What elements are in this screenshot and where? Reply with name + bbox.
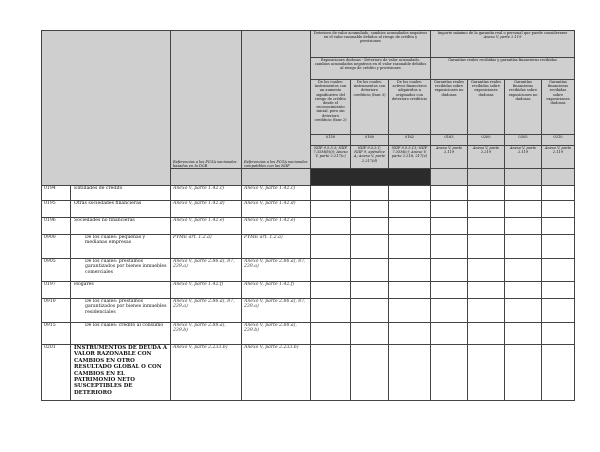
- data-cell: [351, 186, 389, 201]
- row-label: De los cuales: préstamos garantizados por bienes inmuebles comerciales: [71, 259, 171, 282]
- data-cell: [389, 282, 431, 299]
- data-cell: [311, 299, 351, 323]
- data-cell: [311, 235, 351, 259]
- data-cell: [468, 201, 505, 218]
- column-description: De los cuales: activos financieros adquiridos u originados con deterioro crediticio: [389, 80, 431, 135]
- data-cell: [311, 218, 351, 235]
- blank-cell: [542, 169, 575, 186]
- data-cell: [505, 235, 542, 259]
- table-row: [42, 218, 575, 235]
- row-ref-ifrs: Anexo V, parte 1.42.d): [242, 201, 311, 218]
- row-label: Otras sociedades financieras: [71, 201, 171, 218]
- row-code: 0910: [42, 299, 71, 323]
- table-row: [42, 201, 575, 218]
- data-cell: [351, 218, 389, 235]
- column-code: 0163: [431, 135, 468, 146]
- row-ref-ifrs: Anexo V, parte 2.233.b): [242, 345, 311, 401]
- column-code: 0200: [468, 135, 505, 146]
- row-ref-ifrs: Anexo V, parte 1.42.e): [242, 218, 311, 235]
- row-ref-fin: Anexo V, parte 2.86.a), 87, 239.a): [171, 259, 242, 282]
- data-cell: [431, 299, 468, 323]
- header-impairment: Deterioro de valor acumulado, cambios acumulados negativos en el valor razonable debidos al riesgo de crédito y provisiones: [311, 31, 431, 58]
- data-cell: [542, 235, 575, 259]
- data-cell: [351, 235, 389, 259]
- table-row: [42, 282, 575, 299]
- row-code: 0195: [42, 201, 71, 218]
- data-cell: [542, 186, 575, 201]
- regulatory-table: [41, 30, 575, 401]
- row-label: Sociedades no financieras: [71, 218, 171, 235]
- data-cell: [389, 218, 431, 235]
- data-cell: [505, 345, 542, 401]
- data-cell: [505, 282, 542, 299]
- column-reference: Anexo V, parte 2.119: [505, 146, 542, 169]
- row-code: 0197: [42, 282, 71, 299]
- data-cell: [431, 259, 468, 282]
- header-guarantee: [431, 31, 575, 58]
- data-cell: [542, 201, 575, 218]
- row-label: De los cuales: crédito al consumo: [71, 323, 171, 345]
- data-cell: [431, 345, 468, 401]
- data-cell: [389, 345, 431, 401]
- data-cell: [351, 345, 389, 401]
- data-cell: [351, 282, 389, 299]
- data-cell: [351, 323, 389, 345]
- column-description: Garantías financieras recibidas sobre exposiciones no dudosas: [505, 80, 542, 135]
- row-code: 0900: [42, 235, 71, 259]
- row-label: INSTRUMENTOS DE DEUDA A VALOR RAZONABLE CON CAMBIOS EN OTRO RESULTADO GLOBAL O CON CAMBIOS EN EL PATRIMONIO NETO SUSCEPTIBLES DE DETERIORO: [71, 345, 171, 401]
- row-ref-fin: PYME art. 1.2.a): [171, 235, 242, 259]
- column-reference: NIIF 9.5.5.13; NIIF 7.35M(c); Anexo V, parte 2.218, 217(e): [389, 146, 431, 169]
- data-cell: [505, 201, 542, 218]
- row-ref-ifrs: Anexo V, parte 2.88.a), 239.b): [242, 323, 311, 345]
- header-ref-fin: Referencias a los PCGA nacionales basados en la DCB: [171, 31, 242, 169]
- data-cell: [542, 282, 575, 299]
- data-cell: [351, 201, 389, 218]
- column-description: Garantías reales recibidas sobre exposiciones dudosas: [468, 80, 505, 135]
- row-ref-ifrs: Anexo V, parte 2.86.a), 87, 239.a): [242, 299, 311, 323]
- row-code: 0194: [42, 186, 71, 201]
- header-corner: [42, 31, 171, 186]
- column-description: De los cuales: instrumentos con un aumento significativo del riesgo de crédito desde el reconocimiento inicial, pero sin deterioro crediticio (fase 2): [311, 80, 351, 135]
- data-cell: [431, 218, 468, 235]
- column-reference: Anexo V, parte 2.219: [468, 146, 505, 169]
- data-cell: [468, 218, 505, 235]
- shaded-cells: [311, 169, 431, 186]
- data-cell: [468, 345, 505, 401]
- row-code: 0201: [42, 345, 71, 401]
- row-ref-ifrs: Anexo V, parte 1.42.f): [242, 282, 311, 299]
- row-ref-ifrs: Anexo V, parte 2.86.a), 87, 239.a): [242, 259, 311, 282]
- header-guarantee-ref: Anexo V, parte 2.119: [483, 35, 522, 40]
- data-cell: [542, 323, 575, 345]
- data-cell: [311, 345, 351, 401]
- data-cell: [468, 235, 505, 259]
- data-cell: [389, 186, 431, 201]
- table-row: [42, 299, 575, 323]
- blank-cell: [171, 169, 242, 186]
- column-code: 0205: [505, 135, 542, 146]
- data-cell: [311, 201, 351, 218]
- data-cell: [542, 259, 575, 282]
- table-row: [42, 323, 575, 345]
- column-code: 0162: [389, 135, 431, 146]
- row-ref-ifrs: Anexo V, parte 1.42.c): [242, 186, 311, 201]
- row-label: Entidades de crédito: [71, 186, 171, 201]
- row-ref-fin: Anexo V, parte 2.233.b): [171, 345, 242, 401]
- blank-cell: [468, 169, 505, 186]
- row-ref-ifrs: PYME art. 1.2.a): [242, 235, 311, 259]
- column-code: 0160: [351, 135, 389, 146]
- row-code: 0915: [42, 323, 71, 345]
- data-cell: [311, 259, 351, 282]
- data-cell: [505, 323, 542, 345]
- data-cell: [389, 235, 431, 259]
- table-row: [42, 345, 575, 401]
- data-cell: [389, 201, 431, 218]
- header-ref-ifrs: Referencias a los PCGA nacionales compatibles con las NIIF: [242, 31, 311, 169]
- column-reference: Anexo V, parte 2.119: [542, 146, 575, 169]
- row-label: De los cuales: pequeñas y medianas empresas: [71, 235, 171, 259]
- row-label: Hogares: [71, 282, 171, 299]
- table-row: [42, 186, 575, 201]
- column-reference: NIIF 9.5.5.3; NIIF 7.35M(b)(i); Anexo V, parte 2.217(c): [311, 146, 351, 169]
- data-cell: [468, 186, 505, 201]
- data-cell: [505, 259, 542, 282]
- header-nonperforming: Exposiciones dudosas - Deterioro de valor acumulado, cambios acumulados negativos en el valor razonable debidos al riesgo de crédito y provisiones: [311, 58, 431, 80]
- column-description: Garantías reales recibidas sobre exposiciones no dudosas: [431, 80, 468, 135]
- row-ref-fin: Anexo V, parte 2.86.a), 87, 239.a): [171, 299, 242, 323]
- column-description: Garantías financieras recibidas sobre exposiciones dudosas: [542, 80, 575, 135]
- data-cell: [431, 282, 468, 299]
- data-cell: [389, 323, 431, 345]
- data-cell: [431, 323, 468, 345]
- data-cell: [351, 259, 389, 282]
- row-label: De los cuales: préstamos garantizados por bienes inmuebles residenciales: [71, 299, 171, 323]
- row-code: 0905: [42, 259, 71, 282]
- table-row: [42, 259, 575, 282]
- data-cell: [542, 218, 575, 235]
- row-ref-fin: Anexo V, parte 1.42.c): [171, 186, 242, 201]
- header-guarantees-received: Garantías reales recibidas y garantías financieras recibidas: [431, 58, 575, 80]
- data-cell: [351, 299, 389, 323]
- row-code: 0196: [42, 218, 71, 235]
- table-row: [42, 235, 575, 259]
- data-cell: [311, 186, 351, 201]
- data-cell: [468, 323, 505, 345]
- data-cell: [505, 218, 542, 235]
- data-cell: [468, 299, 505, 323]
- row-ref-fin: Anexo V, parte 1.42.e): [171, 218, 242, 235]
- row-ref-fin: Anexo V, parte 1.42.f): [171, 282, 242, 299]
- blank-cell: [505, 169, 542, 186]
- data-cell: [542, 345, 575, 401]
- data-cell: [468, 259, 505, 282]
- blank-cell: [431, 169, 468, 186]
- data-cell: [505, 186, 542, 201]
- data-cell: [311, 282, 351, 299]
- data-cell: [389, 259, 431, 282]
- column-reference: NIIF 9.5.5.1; NIIF 9, apéndice A; Anexo V, parte 2.217(d): [351, 146, 389, 169]
- column-description: De los cuales: instrumentos con deterioro crediticio (fase 3): [351, 80, 389, 135]
- data-cell: [542, 299, 575, 323]
- column-code: 0210: [542, 135, 575, 146]
- data-cell: [431, 186, 468, 201]
- row-ref-fin: Anexo V, parte 2.88.a), 239.b): [171, 323, 242, 345]
- column-reference: Anexo V, parte 2.119: [431, 146, 468, 169]
- blank-cell: [242, 169, 311, 186]
- data-cell: [389, 299, 431, 323]
- data-cell: [431, 235, 468, 259]
- header-guarantee-title: Importe máximo de la garantía real o personal que puede considerarse: [437, 31, 568, 35]
- row-ref-fin: Anexo V, parte 1.42.d): [171, 201, 242, 218]
- data-cell: [505, 299, 542, 323]
- data-cell: [468, 282, 505, 299]
- data-cell: [311, 323, 351, 345]
- column-code: 0150: [311, 135, 351, 146]
- data-cell: [431, 201, 468, 218]
